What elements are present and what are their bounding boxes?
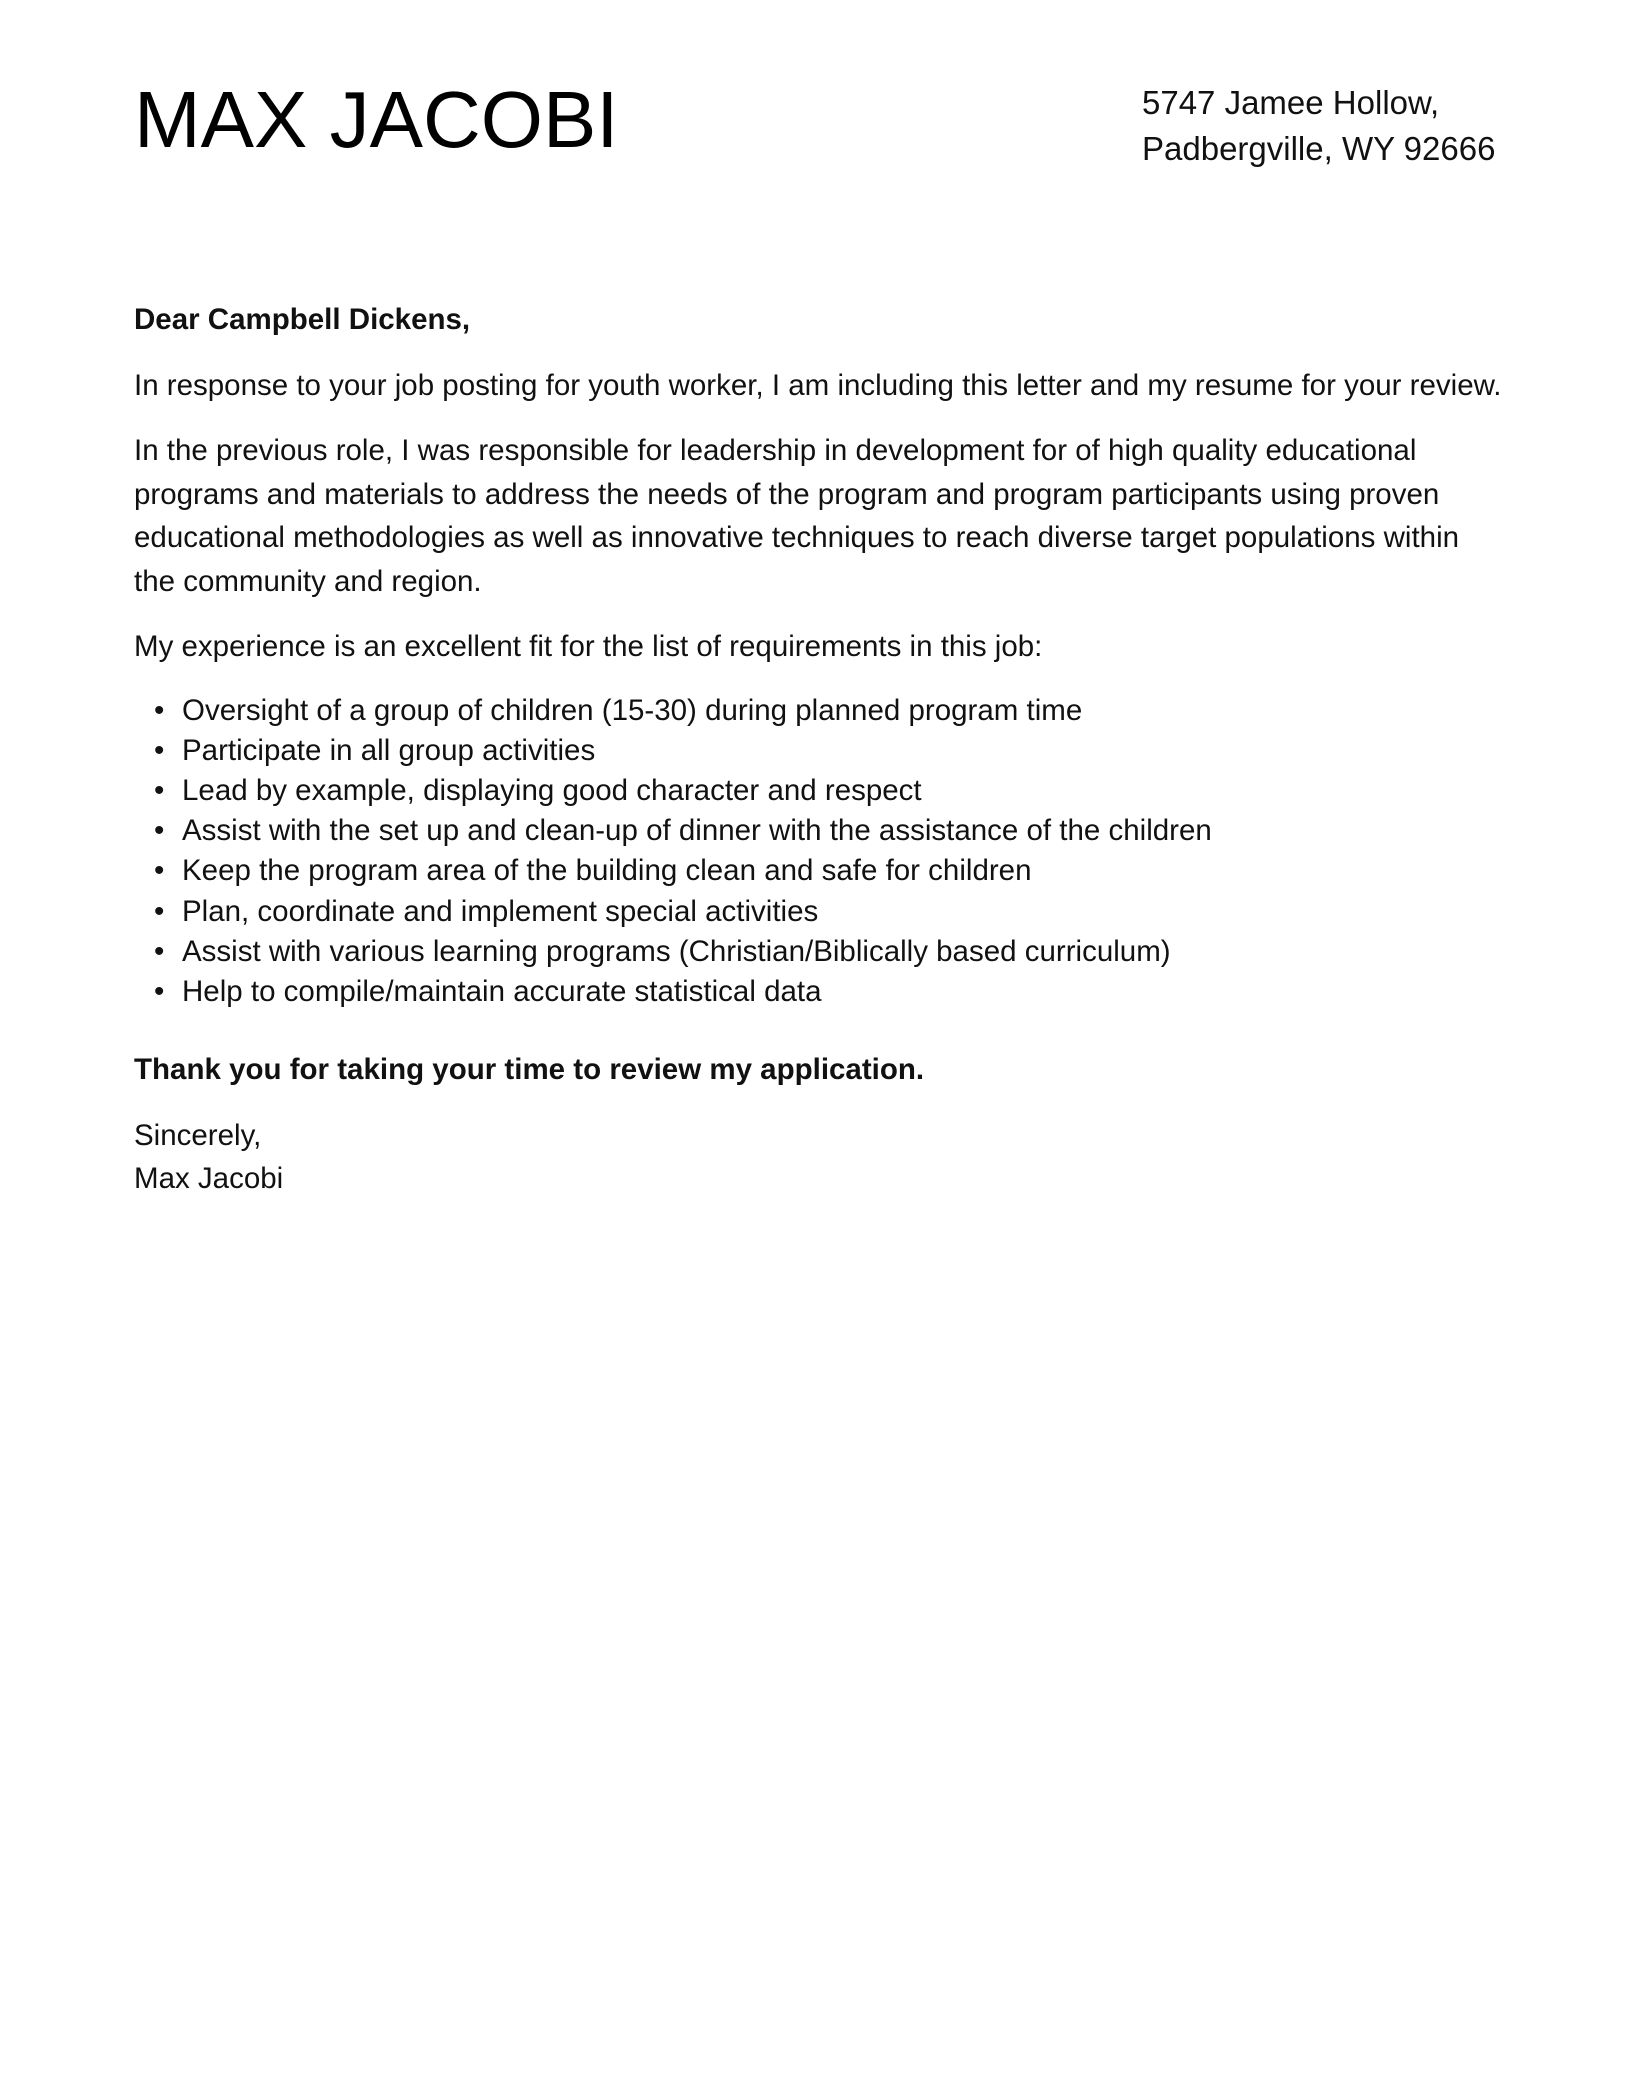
requirement-text: Assist with the set up and clean-up of dinner with the assistance of the children (182, 814, 1212, 848)
list-item (154, 771, 1504, 811)
signoff: Sincerely, (134, 1118, 262, 1152)
list-item (154, 932, 1504, 972)
requirement-text: Keep the program area of the building clean and safe for children (182, 854, 1032, 888)
applicant-name: MAX JACOBI (134, 75, 619, 164)
bullet-icon: • (154, 773, 165, 807)
bullet-icon: • (154, 894, 165, 928)
experience-paragraph: In the previous role, I was responsible for leadership in development for of high quality educational programs and materials to address the needs of the program and program participants using proven educational methodologies as well as innovative techniques to reach diverse target populations within the community and region. (134, 434, 1460, 598)
requirement-text: Participate in all group activities (182, 733, 596, 767)
bullet-icon: • (154, 693, 165, 727)
list-item (154, 691, 1504, 731)
signoff-block (134, 1114, 1504, 1201)
letter-body (134, 298, 1504, 1201)
fit-statement: My experience is an excellent fit for the list of requirements in this job: (134, 630, 1043, 663)
address-line-1: 5747 Jamee Hollow, (1142, 84, 1440, 121)
requirement-text: Lead by example, displaying good character and respect (182, 773, 922, 807)
bullet-icon: • (154, 934, 165, 968)
salutation: Dear Campbell Dickens, (134, 303, 471, 336)
list-item (154, 731, 1504, 771)
list-item (154, 892, 1504, 932)
requirement-text: Plan, coordinate and implement special activities (182, 894, 819, 928)
bullet-icon: • (154, 733, 165, 767)
intro-paragraph: In response to your job posting for youth worker, I am including this letter and my resume for your review. (134, 368, 1502, 402)
requirements-list (134, 691, 1504, 1013)
address-block (1142, 80, 1495, 172)
requirement-text: Oversight of a group of children (15-30) during planned program time (182, 693, 1083, 727)
requirement-text: Help to compile/maintain accurate statistical data (182, 974, 822, 1008)
signature-name: Max Jacobi (134, 1162, 284, 1196)
bullet-icon: • (154, 854, 165, 888)
closing-note: Thank you for taking your time to review my application. (134, 1053, 925, 1087)
list-item (154, 851, 1504, 891)
list-item (154, 811, 1504, 851)
bullet-icon: • (154, 814, 165, 848)
bullet-icon: • (154, 974, 165, 1008)
list-item (154, 972, 1504, 1012)
requirement-text: Assist with various learning programs (Christian/Biblically based curriculum) (182, 934, 1171, 968)
address-line-2: Padbergville, WY 92666 (1142, 130, 1496, 167)
